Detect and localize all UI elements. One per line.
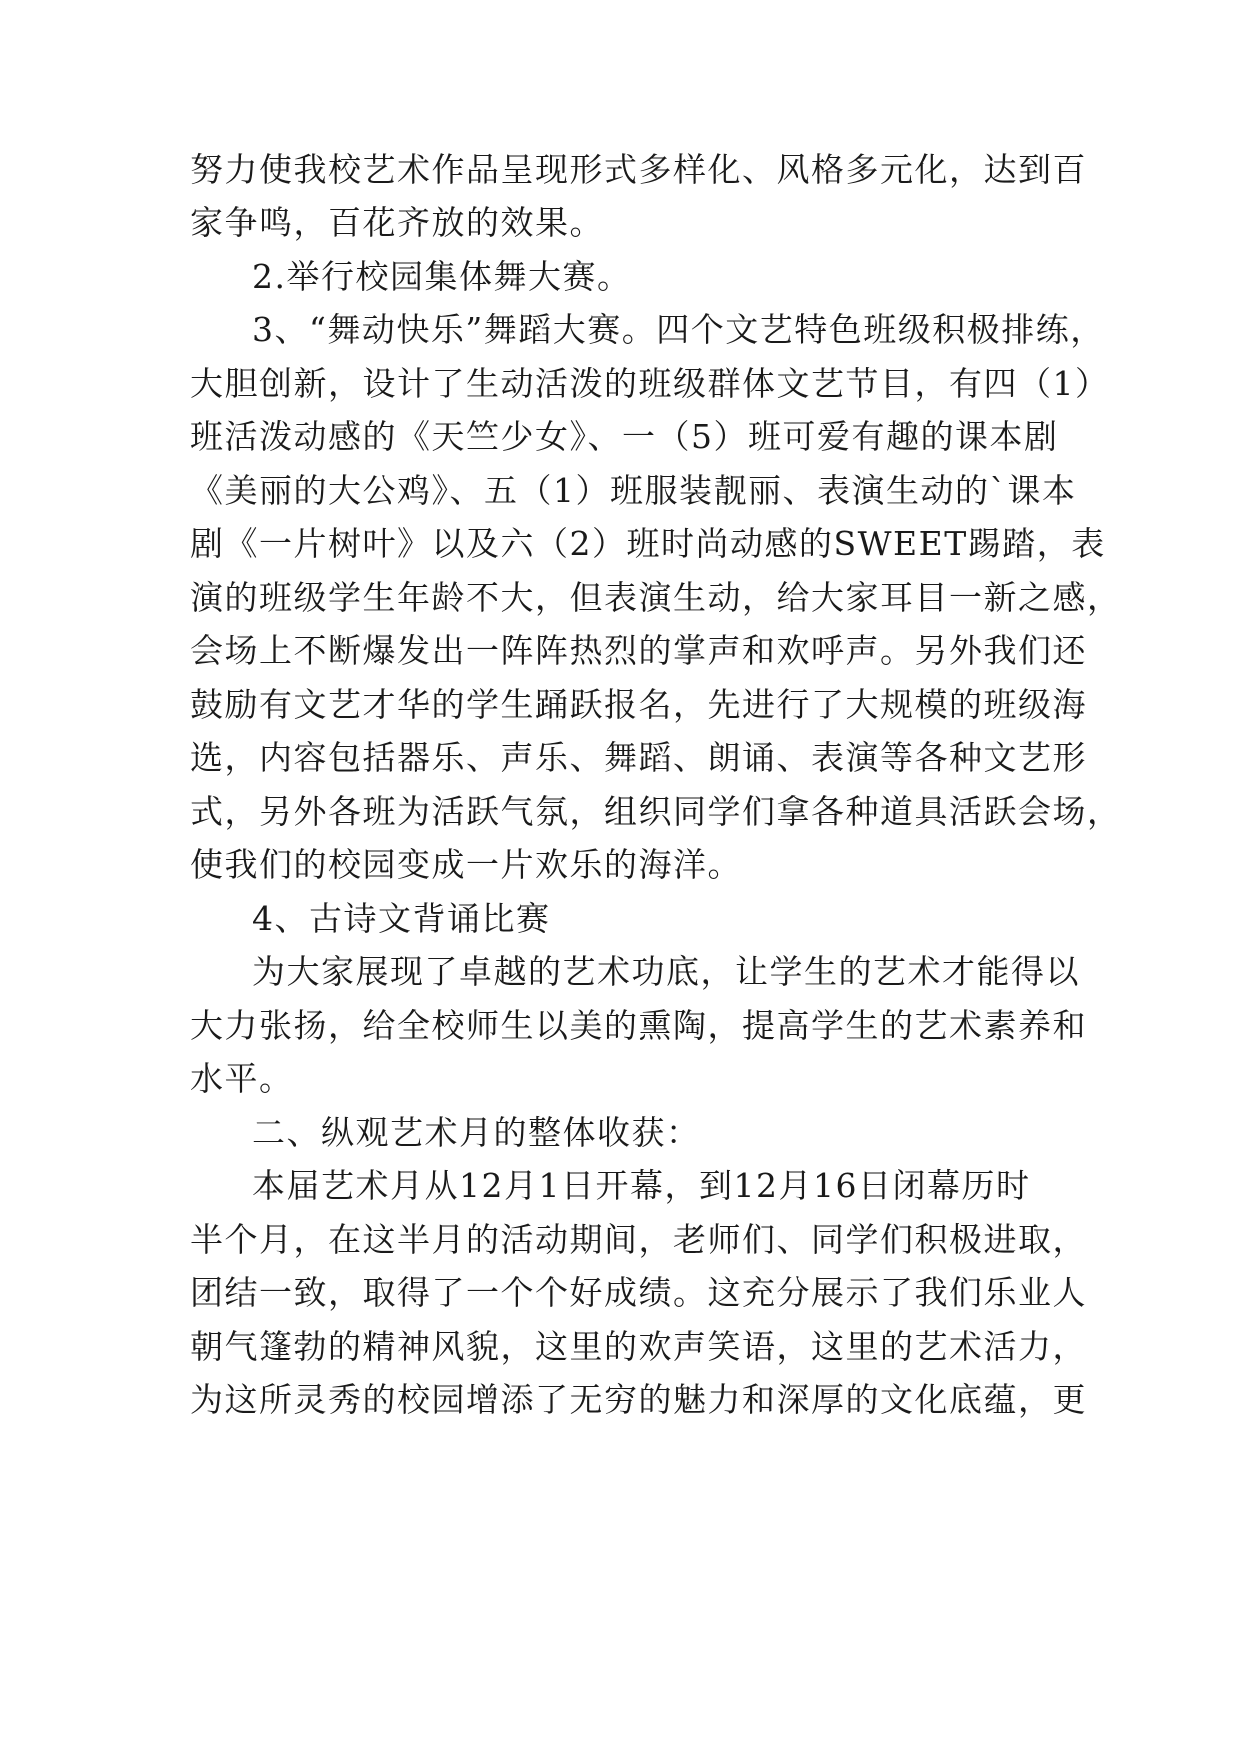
list-item-heading: 3、“舞动快乐”舞蹈大赛。四个文艺特色班级积极排练， xyxy=(252,310,1105,349)
text-line: 演的班级学生年龄不大，但表演生动，给大家耳目一新之感， xyxy=(190,578,1122,617)
text-line: 会场上不断爆发出一阵阵热烈的掌声和欢呼声。另外我们还 xyxy=(190,631,1087,670)
text-line: 式，另外各班为活跃气氛，组织同学们拿各种道具活跃会场， xyxy=(190,792,1122,831)
paragraph-start: 本届艺术月从12月1日开幕，到12月16日闭幕历时 xyxy=(252,1166,1031,1205)
paragraph-start: 为大家展现了卓越的艺术功底，让学生的艺术才能得以 xyxy=(252,952,1080,991)
list-item-heading: 4、古诗文背诵比赛 xyxy=(252,899,551,938)
text-line: 家争鸣，百花齐放的效果。 xyxy=(190,203,604,242)
text-line: 大力张扬，给全校师生以美的熏陶，提高学生的艺术素养和 xyxy=(190,1006,1087,1045)
text-line: 为这所灵秀的校园增添了无穷的魅力和深厚的文化底蕴，更 xyxy=(190,1380,1087,1419)
text-line: 剧《一片树叶》以及六（2）班时尚动感的SWEET踢踏，表 xyxy=(190,524,1106,563)
section-heading: 二、纵观艺术月的整体收获： xyxy=(252,1113,701,1152)
text-line: 努力使我校艺术作品呈现形式多样化、风格多元化，达到百 xyxy=(190,150,1087,189)
text-line: 班活泼动感的《天竺少女》、一（5）班可爱有趣的课本剧 xyxy=(190,417,1059,456)
text-line: 使我们的校园变成一片欢乐的海洋。 xyxy=(190,845,742,884)
text-line: 水平。 xyxy=(190,1059,294,1098)
text-line: 《美丽的大公鸡》、五（1）班服装靓丽、表演生动的`课本 xyxy=(190,471,1077,510)
text-line: 半个月，在这半月的活动期间，老师们、同学们积极进取， xyxy=(190,1220,1087,1259)
text-line: 团结一致，取得了一个个好成绩。这充分展示了我们乐业人 xyxy=(190,1273,1087,1312)
text-line: 大胆创新，设计了生动活泼的班级群体文艺节目，有四（1） xyxy=(190,364,1110,403)
text-line: 朝气篷勃的精神风貌，这里的欢声笑语，这里的艺术活力， xyxy=(190,1327,1087,1366)
text-line: 选，内容包括器乐、声乐、舞蹈、朗诵、表演等各种文艺形 xyxy=(190,738,1087,777)
text-line: 鼓励有文艺才华的学生踊跃报名，先进行了大规模的班级海 xyxy=(190,685,1087,724)
list-item-heading: 2.举行校园集体舞大赛。 xyxy=(252,257,632,296)
